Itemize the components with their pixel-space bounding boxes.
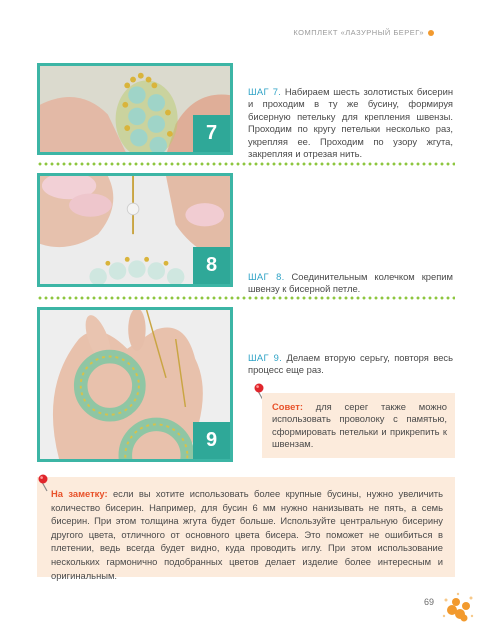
note-text: если вы хотите использовать более крупные бусины, нужно увеличить количество бисерин. Например, для бусин 6 мм нужно нанизывать не пять, а семь бисерин. При этом толщина жгута будет больше. Используйте центральную бисерину другого цвета, отличного от основного цвета бисера. Это поможет не ошибиться в плетении, ведь всегда будет видно, куда проводить иглу. При этом использование нескольких гармонично подобранных цветов делает изделие более интересным и оригинальным. — [51, 488, 443, 581]
beads-decoration-icon — [438, 586, 478, 626]
step-7-badge: 7 — [193, 115, 230, 152]
step-8-text — [248, 271, 453, 296]
step-8-label: ШАГ 8. — [248, 271, 285, 282]
note-box — [37, 477, 455, 581]
dotted-divider — [37, 296, 455, 300]
step-9-badge: 9 — [193, 422, 230, 459]
tip-box — [262, 393, 455, 458]
step-7-body: Набираем шесть золотистых бисерин и проходим в ту же бусину, формируя бисерную петельку для крепления швензы. Проходим по кругу петельки несколько раз, укрепляя ее. Проходим по узору жгута, закрепляя и отрезая нить. — [248, 86, 453, 160]
step-8-body: Соединительным колечком крепим швензу к бисерной петле. — [248, 271, 453, 295]
step-8-badge: 8 — [193, 247, 230, 284]
header-title: КОМПЛЕКТ «ЛАЗУРНЫЙ БЕРЕГ» — [293, 28, 424, 37]
tip-label: Совет: — [272, 401, 303, 412]
page-header — [293, 28, 434, 37]
step-9-text — [248, 352, 453, 377]
note-label: На заметку: — [51, 488, 108, 499]
pushpin-icon — [38, 474, 50, 492]
step-9-photo — [37, 307, 233, 462]
page-number: 69 — [423, 597, 434, 607]
dotted-divider — [37, 162, 455, 166]
step-7-text — [248, 86, 453, 160]
step-8-photo — [37, 173, 233, 287]
header-dot-icon — [428, 30, 434, 36]
step-7-photo — [37, 63, 233, 155]
step-9-label: ШАГ 9. — [248, 352, 282, 363]
tip-text: для серег также можно использовать проволоку с памятью, сформировать петельки и прикрепить к швензам. — [272, 401, 447, 450]
step-7-label: ШАГ 7. — [248, 86, 282, 97]
step-9-body: Делаем вторую серьгу, повторя весь процесс еще раз. — [248, 352, 453, 376]
